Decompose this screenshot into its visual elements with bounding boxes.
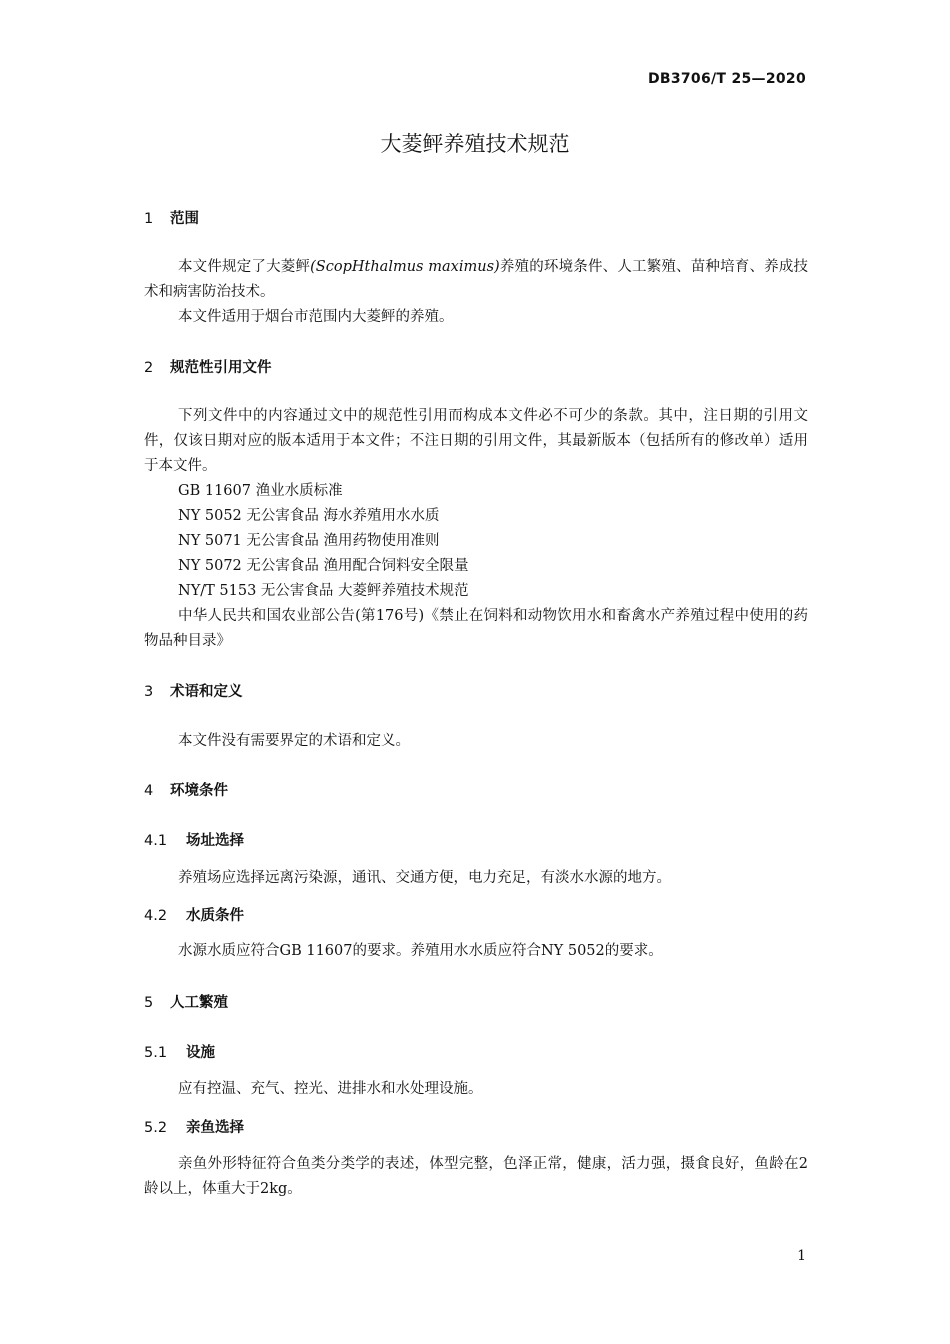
scope-paragraph	[144, 255, 808, 305]
applicability-paragraph: 本文件适用于烟台市范围内大菱鲆的养殖。	[178, 309, 454, 325]
subsection-title: 设施	[186, 1045, 215, 1061]
reference-item: NY 5072 无公害食品 渔用配合饲料安全限量	[178, 558, 469, 574]
reference-item: NY 5071 无公害食品 渔用药物使用准则	[178, 533, 440, 549]
reference-item: GB 11607 渔业水质标准	[178, 483, 343, 499]
section-number: 5	[144, 995, 154, 1011]
section-heading-3	[144, 680, 243, 701]
section-heading-5	[144, 991, 228, 1012]
subsection-heading-4-2	[144, 904, 244, 925]
broodstock-text: 亲鱼外形特征符合鱼类分类学的表述，体型完整，色泽正常，健康，活力强，摄食良好，鱼龄在2龄以上，体重大于2kg。	[144, 1156, 808, 1197]
section-number: 4	[144, 783, 154, 799]
section-heading-4	[144, 779, 228, 800]
section-title: 术语和定义	[170, 684, 243, 700]
subsection-number: 5.1	[144, 1045, 168, 1061]
references-intro: 下列文件中的内容通过文中的规范性引用而构成本文件必不可少的条款。其中，注日期的引用文件，仅该日期对应的版本适用于本文件；不注日期的引用文件，其最新版本（包括所有的修改单）适用于本文件。	[144, 408, 808, 474]
reference-announcement: 中华人民共和国农业部公告(第176号)《禁止在饲料和动物饮用水和畜禽水产养殖过程中使用的药物品种目录》	[144, 608, 808, 649]
subsection-number: 4.2	[144, 908, 168, 924]
subsection-title: 场址选择	[186, 833, 244, 849]
subsection-title: 亲鱼选择	[186, 1120, 244, 1136]
subsection-number: 4.1	[144, 833, 168, 849]
subsection-title: 水质条件	[186, 908, 244, 924]
subsection-number: 5.2	[144, 1120, 168, 1136]
subsection-heading-5-1	[144, 1041, 215, 1062]
facilities-text: 应有控温、充气、控光、进排水和水处理设施。	[178, 1081, 483, 1097]
site-selection-text: 养殖场应选择远离污染源，通讯、交通方便，电力充足，有淡水水源的地方。	[178, 870, 671, 886]
reference-item: NY/T 5153 无公害食品 大菱鲆养殖技术规范	[178, 583, 469, 599]
section-title: 人工繁殖	[170, 995, 228, 1011]
terms-paragraph: 本文件没有需要界定的术语和定义。	[178, 733, 410, 749]
reference-item: NY 5052 无公害食品 海水养殖用水水质	[178, 508, 440, 524]
section-title: 环境条件	[170, 783, 228, 799]
section-title: 范围	[170, 211, 199, 227]
section-heading-2	[144, 356, 272, 377]
subsection-heading-5-2	[144, 1116, 244, 1137]
section-title: 规范性引用文件	[170, 360, 272, 376]
section-heading-1	[144, 207, 199, 228]
page-number: 1	[797, 1248, 806, 1264]
scope-text-post: 养殖的环境条件、人工繁殖、苗种培育、养成技术和病害防治技术。	[144, 259, 809, 300]
section-number: 2	[144, 360, 154, 376]
document-code: DB3706/T 25—2020	[647, 71, 806, 87]
section-number: 1	[144, 211, 154, 227]
latin-name: (ScopHthalmus maximus)	[310, 259, 500, 275]
water-quality-text: 水源水质应符合GB 11607的要求。养殖用水水质应符合NY 5052的要求。	[178, 943, 663, 959]
document-title: 大菱鲆养殖技术规范	[380, 132, 570, 156]
scope-text-pre: 本文件规定了大菱鲆	[178, 259, 311, 275]
section-number: 3	[144, 684, 154, 700]
subsection-heading-4-1	[144, 829, 244, 850]
